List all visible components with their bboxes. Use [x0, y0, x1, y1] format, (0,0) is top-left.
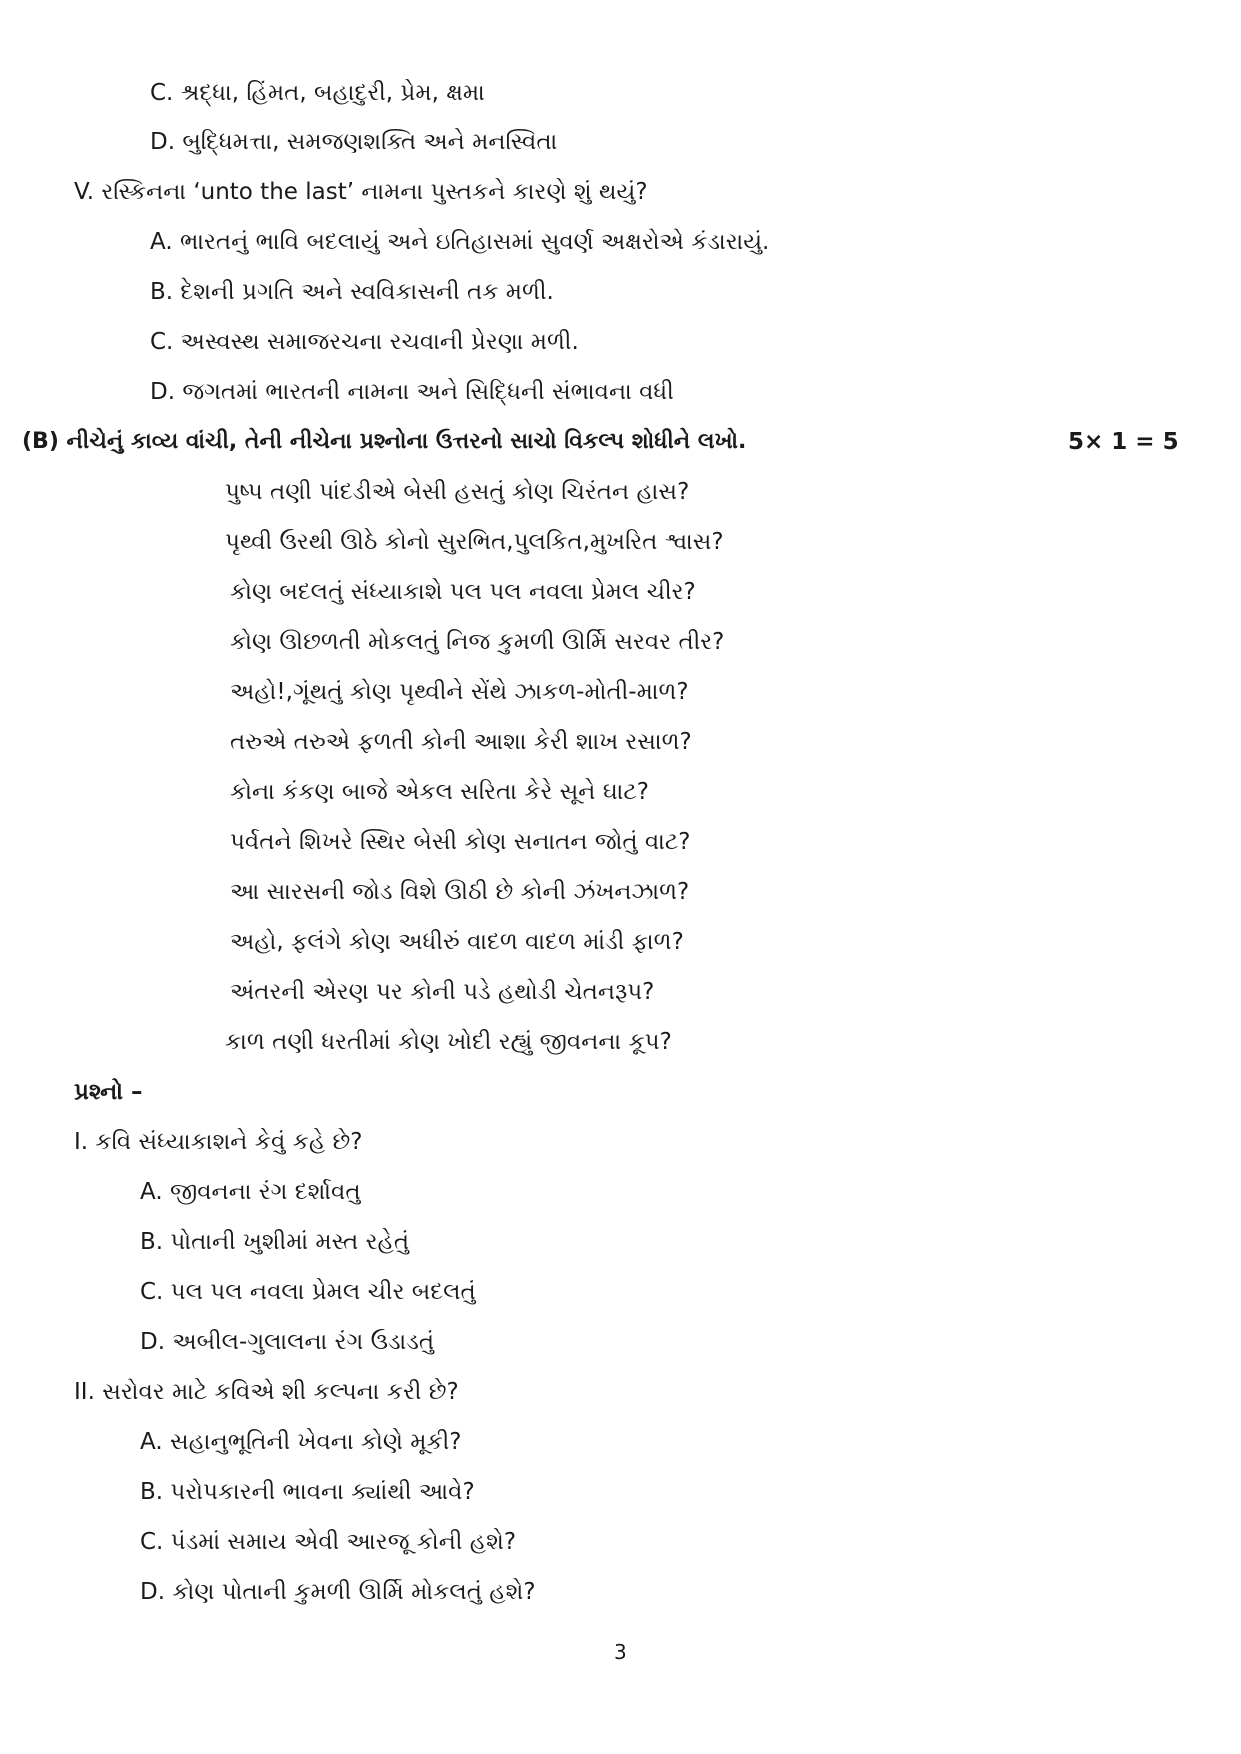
- question-v-option-a: A. ભારતનું ભાવિ બદલાયું અને ઇતિહાસમાં સુવર્ણ અક્ષરોએ કંડારાયું.: [150, 229, 770, 255]
- poem-line: અહો!,ગૂંથતું કોણ પૃથ્વીને સેંથે ઝાકળ-મોતી-માળ?: [230, 679, 689, 705]
- question-i-option-a: A. જીવનના રંગ દર્શાવતુ: [140, 1179, 361, 1205]
- question-ii-text: II. સરોવર માટે કવિએ શી કલ્પના કરી છે?: [74, 1379, 459, 1405]
- question-ii-option-c: C. પંડમાં સમાય એવી આરજૂ કોની હશે?: [140, 1529, 517, 1555]
- question-i-text: I. કવિ સંધ્યાકાશને કેવું કહે છે?: [74, 1129, 363, 1155]
- questions-heading: પ્રશ્નો –: [74, 1079, 143, 1105]
- question-v-text: V. રસ્કિનના ‘unto the last’ નામના પુસ્તકને કારણે શું થયું?: [74, 179, 648, 205]
- poem-line: અંતરની એરણ પર કોની પડે હથોડી ચેતનરૂપ?: [230, 979, 655, 1005]
- poem-line: તરુએ તરુએ ફળતી કોની આશા કેરી શાખ રસાળ?: [230, 729, 692, 755]
- prev-option-c: C. શ્રદ્ધા, હિંમત, બહાદુરી, પ્રેમ, ક્ષમા: [150, 80, 485, 106]
- prev-option-d: D. બુદ્ધિમત્તા, સમજણશક્તિ અને મનસ્વિતા: [150, 129, 558, 155]
- question-v-option-c: C. અસ્વસ્થ સમાજરચના રચવાની પ્રેરણા મળી.: [150, 329, 579, 355]
- section-b-marks: 5× 1 = 5: [1068, 429, 1179, 455]
- section-b-heading: (B) નીચેનું કાવ્ય વાંચી, તેની નીચેના પ્રશ્નોના ઉત્તરનો સાચો વિકલ્પ શોધીને લખો.: [22, 429, 747, 454]
- poem-line: આ સારસની જોડ વિશે ઊઠી છે કોની ઝંખનઝાળ?: [230, 879, 690, 905]
- poem-line: કોણ બદલતું સંધ્યાકાશે પલ પલ નવલા પ્રેમલ ચીર?: [230, 579, 696, 605]
- question-ii-option-b: B. પરોપકારની ભાવના ક્યાંથી આવે?: [140, 1479, 475, 1505]
- question-v-option-d: D. જગતમાં ભારતની નામના અને સિદ્ધિની સંભાવના વધી: [150, 379, 674, 405]
- poem-line: પર્વતને શિખરે સ્થિર બેસી કોણ સનાતન જોતું વાટ?: [230, 829, 691, 855]
- question-v-option-b: B. દેશની પ્રગતિ અને સ્વવિકાસની તક મળી.: [150, 279, 554, 305]
- question-ii-option-a: A. સહાનુભૂતિની ખેવના કોણે મૂકી?: [140, 1429, 462, 1455]
- poem-line: કોણ ઊછળતી મોકલતું નિજ કુમળી ઊર્મિ સરવર તીર?: [230, 629, 725, 655]
- poem-line: પૃથ્વી ઉરથી ઊઠે કોનો સુરભિત,પુલકિત,મુખરિત શ્વાસ?: [225, 529, 724, 555]
- poem-line: અહો, ફલંગે કોણ અધીરું વાદળ વાદળ માંડી ફાળ?: [230, 929, 684, 955]
- question-i-option-b: B. પોતાની ખુશીમાં મસ્ત રહેતું: [140, 1229, 410, 1255]
- question-i-option-c: C. પલ પલ નવલા પ્રેમલ ચીર બદલતું: [140, 1279, 476, 1305]
- question-i-option-d: D. અબીલ-ગુલાલના રંગ ઉડાડતું: [140, 1329, 435, 1355]
- poem-line: કાળ તણી ધરતીમાં કોણ ખોદી રહ્યું જીવનના કૂપ?: [225, 1029, 672, 1055]
- page-number: 3: [614, 1640, 627, 1664]
- question-ii-option-d: D. કોણ પોતાની કુમળી ઊર્મિ મોકલતું હશે?: [140, 1579, 536, 1605]
- poem-line: કોના કંકણ બાજે એકલ સરિતા કેરે સૂને ઘાટ?: [230, 779, 649, 805]
- poem-line: પુષ્પ તણી પાંદડીએ બેસી હસતું કોણ ચિરંતન હાસ?: [225, 479, 690, 505]
